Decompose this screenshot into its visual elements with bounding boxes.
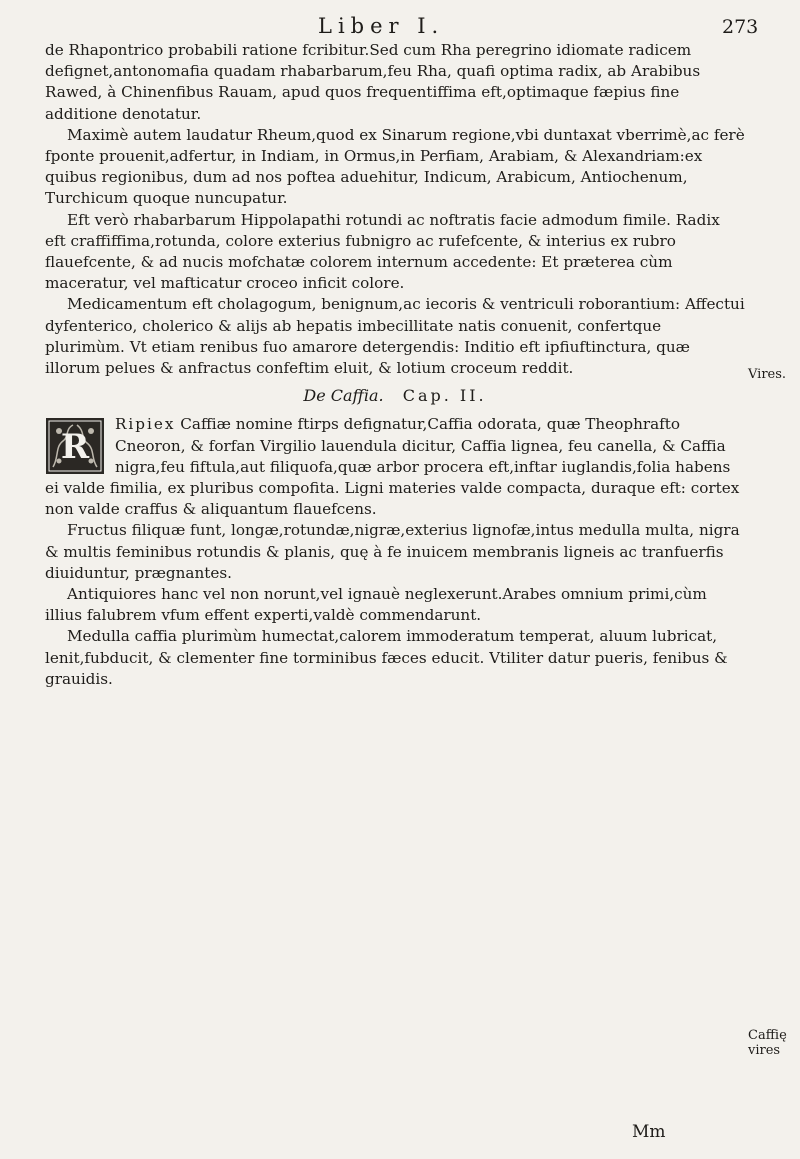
paragraph: Fructus filiquæ funt, longæ,rotundæ,nigræ,exterius lignofæ,intus medulla multa, nigra & multis feminibus rotundis & planis, quę à fe inuicem membranis ligneis ac tranfuerfis diuiduntur, prægnantes. [45,521,740,582]
paragraph: Antiquiores hanc vel non norunt,vel ignauè neglexerunt.Arabes omnium primi,cùm illius falubrem vfum effent experti,valdè commendarunt. [45,585,707,625]
initial-letter: R [60,427,90,468]
paragraph: Medulla caffia plurimùm humectat,calorem immoderatum temperat, aluum lubricat, lenit,fubducit, & clementer fine torminibus fæces educit. Vtiliter datur pueris, fenibus & grauidis. [45,627,728,688]
chapter-number: Cap. II. [402,386,487,406]
chapter-title: De Caffia. [303,386,384,406]
paragraph: Medicamentum eft cholagogum, benignum,ac iecoris & ventriculi roborantium: Affectui dyfenterico, cholerico & alijs ab hepatis imbecillitate natis conuenit, confertque plurimùm. Vt etiam renibus fuo amarore detergendis: Inditio eft ipfiuftinctura, quæ illorum pelues & anfractus confeftim eluit, & lotium croceum reddit. [45,295,745,378]
page-header [0,14,800,40]
paragraph: de Rhapontrico probabili ratione fcribitur.Sed cum Rha peregrino idiomate radicem defignet,antonomafia quadam rhabarbarum,feu Rha, quafi optima radix, ab Arabibus Rawed, à Chinenfibus Rauam, apud quos frequentiffima eft,optimaque fæpius fine additione denotatur. [45,41,701,123]
marginal-note: Caffię vires [748,1028,787,1058]
paragraph-text: Caffiæ nomine ftirps defignatur,Caffia odorata, quæ Theophrafto Cneoron, & forfan Virgilio lauendula dicitur, Caffia lignea, feu canella, & Caffia nigra,feu fiftula,aut filiquofa,quæ arbor procera eft,inftar iuglandis,folia habens ei valde fimilia, ex pluribus compofita. Ligni materies valde compacta, duraque eft: cortex non valde craffus & aliquantum flauefcens. [45,415,740,519]
paragraph: Eft verò rhabarbarum Hippolapathi rotundi ac noftratis facie admodum fimile. Radix eft craffiffima,rotunda, colore exterius fubnigro ac rufefcente, & interius ex rubro flauefcente, & ad nucis mofchatæ colorem internum accedente: Et præterea cùm maceratur, vel mafticatur croceo inficit colore. [45,210,720,293]
decorated-initial-icon [45,417,105,475]
main-text [45,40,745,690]
page-number: 273 [722,16,759,38]
marginal-note: Vires. [748,367,787,382]
paragraph [45,414,745,520]
first-word: Ripiex [115,415,176,434]
running-head: Liber I. [318,14,445,38]
paragraph: Maximè autem laudatur Rheum,quod ex Sinarum regione,vbi duntaxat vberrimè,ac ferè fponte prouenit,adfertur, in Indiam, in Ormus,in Perfiam, Arabiam, & Alexandriam:ex quibus regionibus, dum ad nos poftea aduehitur, Indicum, Arabicum, Antiochenum, Turchicum quoque nuncupatur. [45,125,745,208]
chapter-heading [45,385,745,406]
catchword: Mm [632,1122,666,1142]
